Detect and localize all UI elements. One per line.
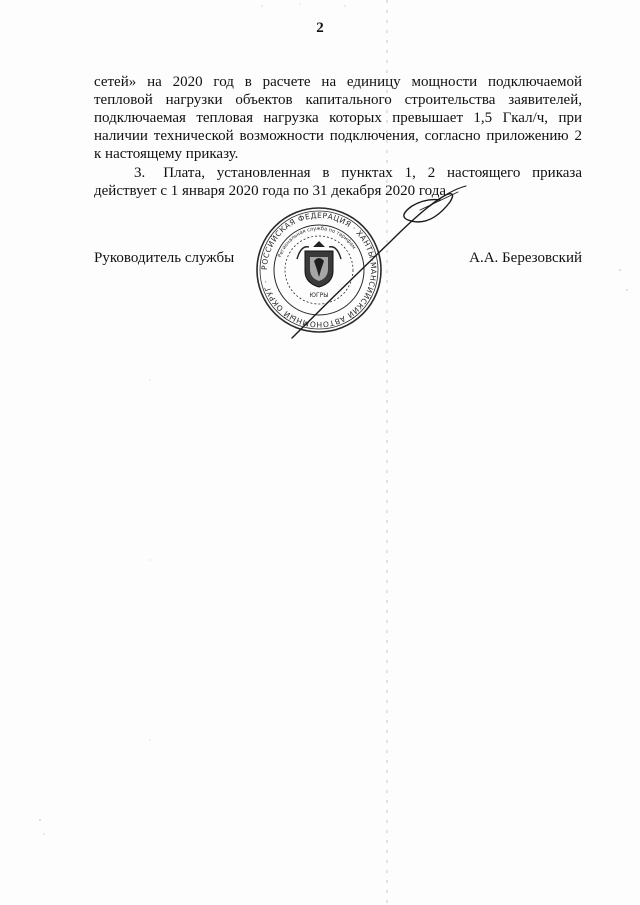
signatory-name: А.А. Березовский xyxy=(469,250,582,266)
svg-text:Региональная служба по тарифам: Региональная служба по тарифам xyxy=(277,225,357,259)
svg-text:ЮГРЫ: ЮГРЫ xyxy=(309,292,329,299)
paragraph-line: к настоящему приказу. xyxy=(94,146,239,162)
paragraph-line: тепловой нагрузки объектов капитального строительства заявителей, xyxy=(94,92,582,108)
page-number: 2 xyxy=(316,20,324,36)
position-title: Руководитель службы xyxy=(94,250,235,266)
paragraph-text: Плата, установленная в пунктах 1, 2 настоящего приказа xyxy=(163,165,582,181)
paragraph-continuation xyxy=(94,73,582,163)
paragraph-line: наличии технической возможности подключения, согласно приложению 2 xyxy=(94,128,582,144)
paragraph-line: сетей» на 2020 год в расчете на единицу мощности подключаемой xyxy=(94,74,582,90)
paragraph-line: подключаемая тепловая нагрузка которых превышает 1,5 Гкал/ч, при xyxy=(94,110,582,126)
svg-text:РОССИЙСКАЯ ФЕДЕРАЦИЯ · ХАНТЫ-М: РОССИЙСКАЯ ФЕДЕРАЦИЯ · ХАНТЫ-МАНСИЙСКИЙ АВТОНОМНЫЙ ОКРУГ · xyxy=(259,210,379,330)
paragraph-number: 3. xyxy=(134,165,146,181)
handwritten-signature xyxy=(280,180,480,350)
paragraph-line: действует с 1 января 2020 года по 31 декабря 2020 года. xyxy=(94,183,450,199)
